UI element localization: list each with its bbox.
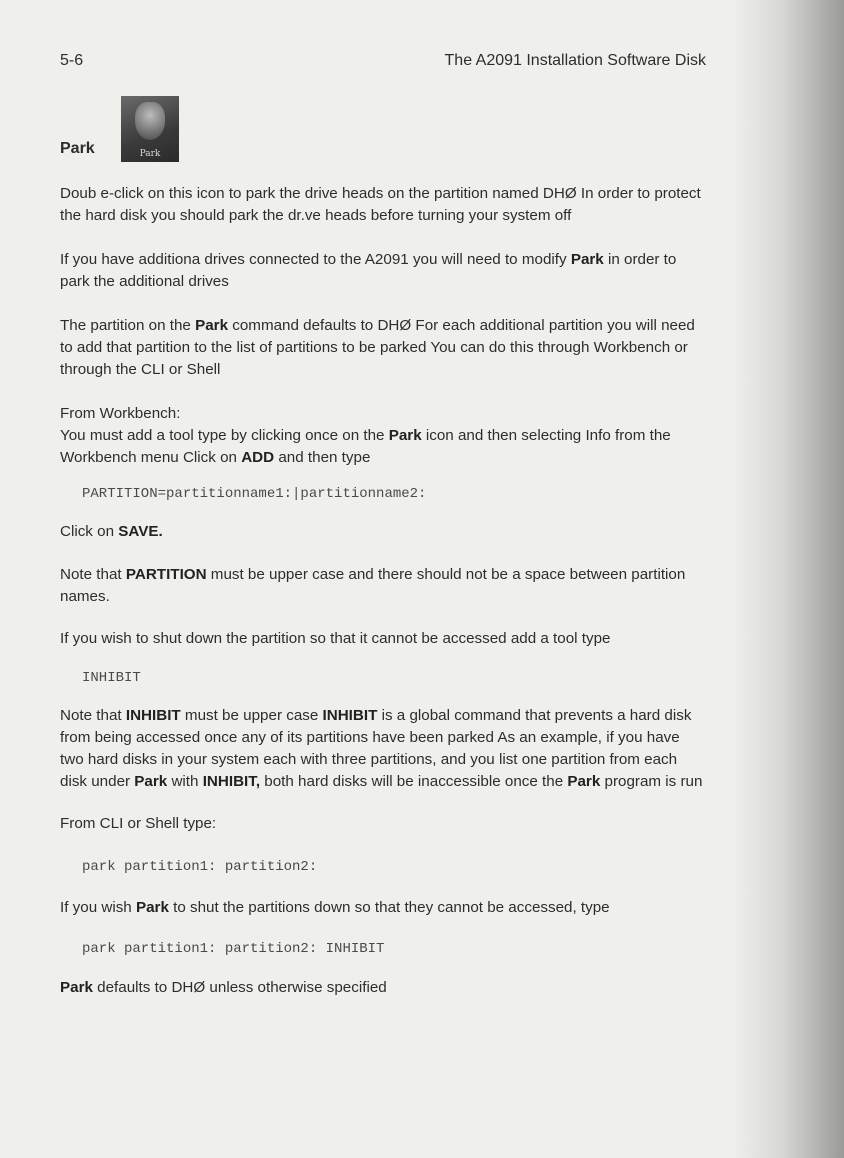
paragraph-shut-partitions: If you wish Park to shut the partitions down so that they cannot be accessed, type bbox=[60, 899, 610, 916]
paragraph-intro: Doub e-click on this icon to park the drive heads on the partition named DHØ In order to protect the hard disk you should park the dr.ve heads before turning your system off bbox=[60, 185, 701, 224]
section-label: Park bbox=[60, 140, 95, 157]
code-cli-park: park partition1: partition2: bbox=[82, 859, 318, 875]
code-cli-park-inhibit: park partition1: partition2: INHIBIT bbox=[82, 941, 385, 957]
park-section-heading bbox=[60, 96, 360, 162]
running-title: The A2091 Installation Software Disk bbox=[444, 52, 706, 69]
page-edge-shadow bbox=[734, 0, 844, 1158]
paragraph-shut-down: If you wish to shut down the partition so that it cannot be accessed add a tool type bbox=[60, 630, 611, 647]
park-icon bbox=[121, 96, 179, 162]
paragraph-additional-drives: If you have additiona drives connected to the A2091 you will need to modify Park in order to park the additional drives bbox=[60, 251, 677, 290]
paragraph-cli-heading: From CLI or Shell type: bbox=[60, 815, 217, 832]
code-tooltype-partition: PARTITION=partitionname1:|partitionname2: bbox=[82, 486, 427, 502]
paragraph-click-save: Click on SAVE. bbox=[60, 523, 163, 540]
paragraph-default-partition: The partition on the Park command defaults to DHØ For each additional partition you will need to add that partition to the list of partitions to be parked You can do this through Workbench or through the CLI or Shell bbox=[60, 317, 695, 378]
paragraph-workbench-steps: You must add a tool type by clicking once on the Park icon and then selecting Info from the Workbench menu Click on ADD and then type bbox=[60, 427, 671, 466]
paragraph-inhibit-note: Note that INHIBIT must be upper case INHIBIT is a global command that prevents a hard disk from being accessed once any of its partitions have been parked As an example, if you have two hard disks in your system each with three partitions, and you list one partition from each disk under Park with INHIBIT, both hard disks will be inaccessible once the Park program is run bbox=[60, 707, 703, 790]
code-inhibit: INHIBIT bbox=[82, 670, 141, 686]
shield-icon bbox=[135, 102, 165, 140]
page-number: 5-6 bbox=[60, 52, 84, 69]
park-icon-caption: Park bbox=[139, 149, 161, 159]
paragraph-default-dh0: Park defaults to DHØ unless otherwise specified bbox=[60, 979, 387, 996]
page-body bbox=[60, 183, 706, 999]
paragraph-partition-note: Note that PARTITION must be upper case and there should not be a space between partition names. bbox=[60, 566, 686, 605]
paragraph-workbench-heading: From Workbench: bbox=[60, 405, 181, 422]
